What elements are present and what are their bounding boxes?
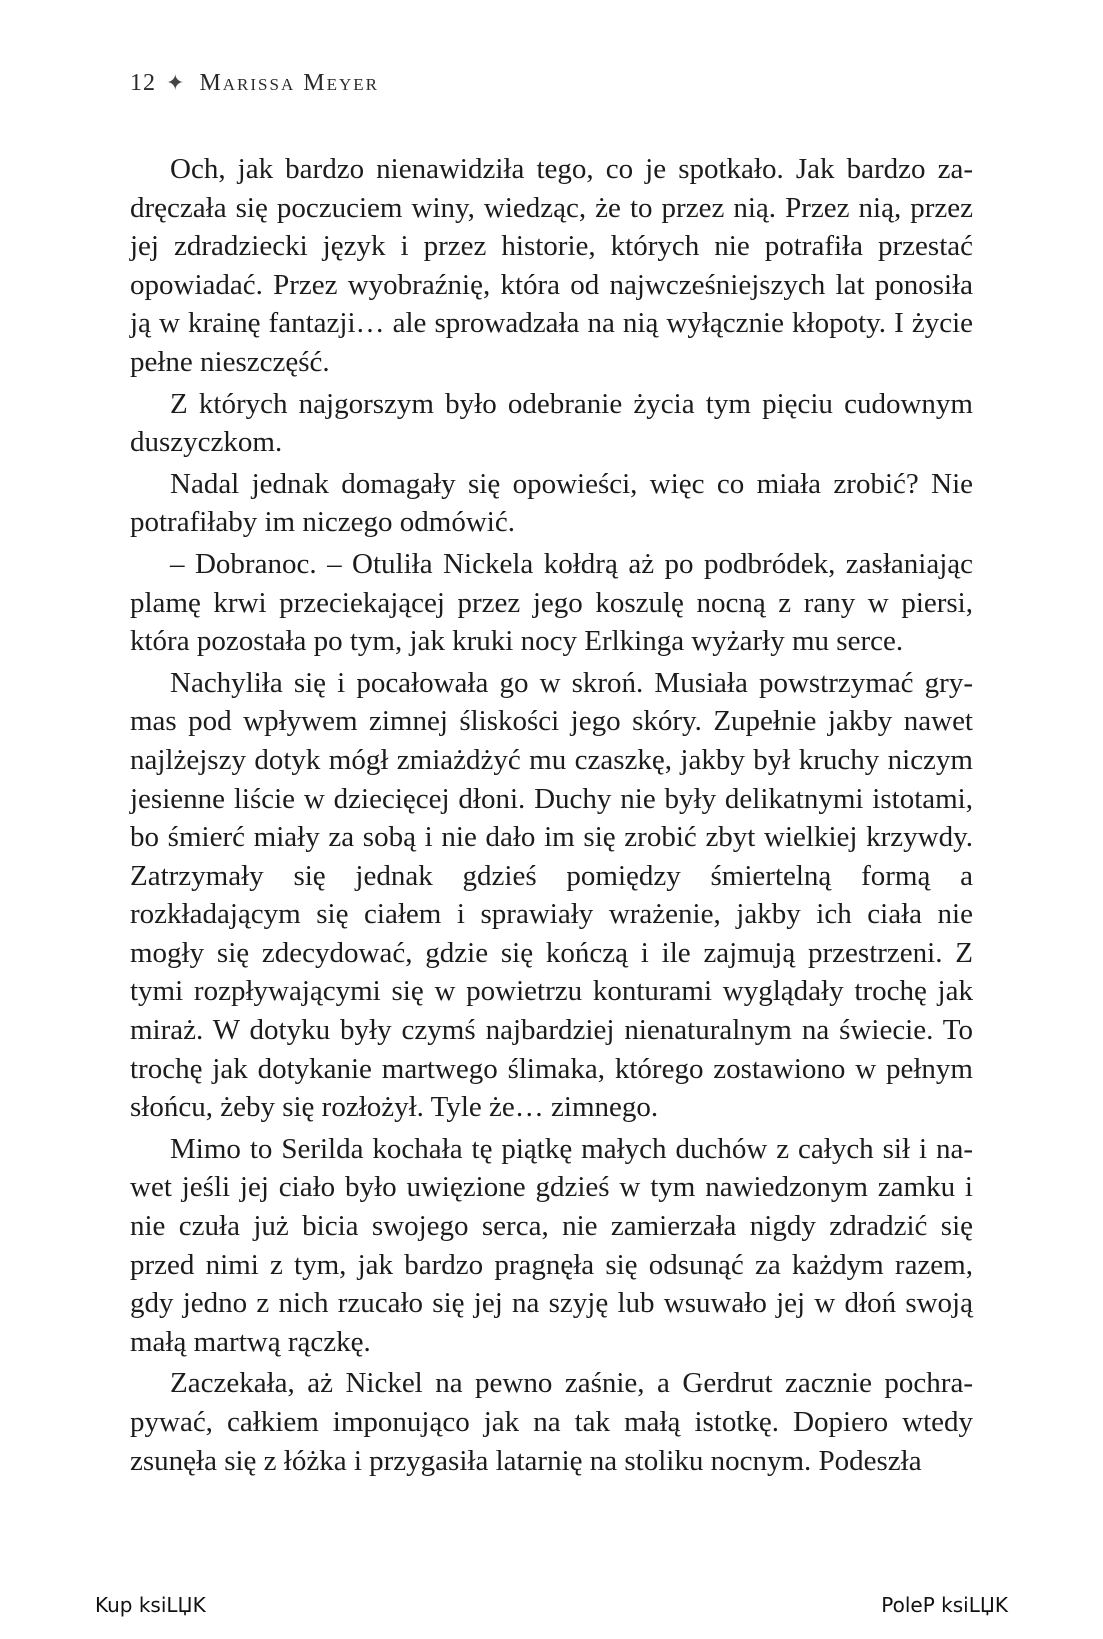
paragraph: – Dobranoc. – Otuliła Nickela kołdrą aż po podbródek, zasłaniając plamę krwi przeciekającej przez jego koszulę nocną z rany w piersi, która pozostała po tym, jak kruki nocy Erlkinga wyżarły mu serce. bbox=[130, 547, 973, 658]
paragraph: Nachyliła się i pocałowała go w skroń. Musiała powstrzymać grymas pod wpływem zimnej śliskości jego skóry. Zupełnie jakby nawet najlżejszy dotyk mógł zmiażdżyć mu czaszkę, jakby był kruchy niczym jesienne liście w dziecięcej dłoni. Duchy nie były delikatnymi istotami, bo śmierć miały za sobą i nie dało im się zrobić zbyt wielkiej krzywdy. Zatrzymały się jednak gdzieś pomiędzy śmiertelną formą a rozkładającym się ciałem i sprawiały wrażenie, jakby ich ciała nie mogły się zdecydować, gdzie się kończą i ile zajmują przestrzeni. Z tymi rozpływającymi się w powietrzu konturami wyglądały trochę jak miraż. W dotyku były czymś najbardziej nienaturalnym na świecie. To trochę jak dotykanie martwego ślimaka, którego zostawiono w pełnym słońcu, żeby się rozłożył. Tyle że… zimnego. bbox=[130, 666, 973, 1124]
buy-book-link[interactable]: Kup ksiLЏK bbox=[95, 1593, 206, 1617]
paragraph: Z których najgorszym było odebranie życia tym pięciu cudownym duszyczkom. bbox=[130, 387, 973, 459]
paragraph: Zaczekała, aż Nickel na pewno zaśnie, a Gerdrut zacznie pochrapywać, całkiem imponująco jak na tak małą istotkę. Dopiero wtedy zsunęła się z łóżka i przygasiła latarnię na stoliku nocnym. Podeszła bbox=[130, 1367, 973, 1477]
body-text bbox=[130, 150, 973, 1480]
paragraph: Och, jak bardzo nienawidziła tego, co je spotkało. Jak bardzo zadręczała się poczuciem winy, wiedząc, że to przez nią. Przez nią, przez jej zdradziecki język i przez historie, których nie potrafiła przestać opowiadać. Przez wyobraźnię, która od najwcześniejszych lat ponosiła ją w krainę fantazji… ale sprowadzała na nią wyłącznie kłopoty. I życie pełne nieszczęść. bbox=[130, 153, 973, 378]
recommend-book-link[interactable]: PoleP ksiLЏK bbox=[881, 1593, 1008, 1617]
page-number: 12 bbox=[130, 70, 156, 96]
author-name: Marissa Meyer bbox=[199, 70, 379, 96]
paragraph: Nadal jednak domagały się opowieści, więc co miała zrobić? Nie potrafiłaby im niczego odmówić. bbox=[130, 467, 973, 539]
running-head bbox=[130, 70, 379, 97]
ornament-icon: ✦ bbox=[166, 70, 186, 95]
paragraph: Mimo to Serilda kochała tę piątkę małych duchów z całych sił i nawet jeśli jej ciało było uwięzione gdzieś w tym nawiedzonym zamku i nie czuła już bicia swojego serca, nie zamierzała nigdy zdradzić się przed nimi z tym, jak bardzo pragnęła się odsunąć za każdym razem, gdy jedno z nich rzucało się jej na szyję lub wsuwało jej w dłoń swoją małą martwą rączkę. bbox=[130, 1132, 973, 1358]
